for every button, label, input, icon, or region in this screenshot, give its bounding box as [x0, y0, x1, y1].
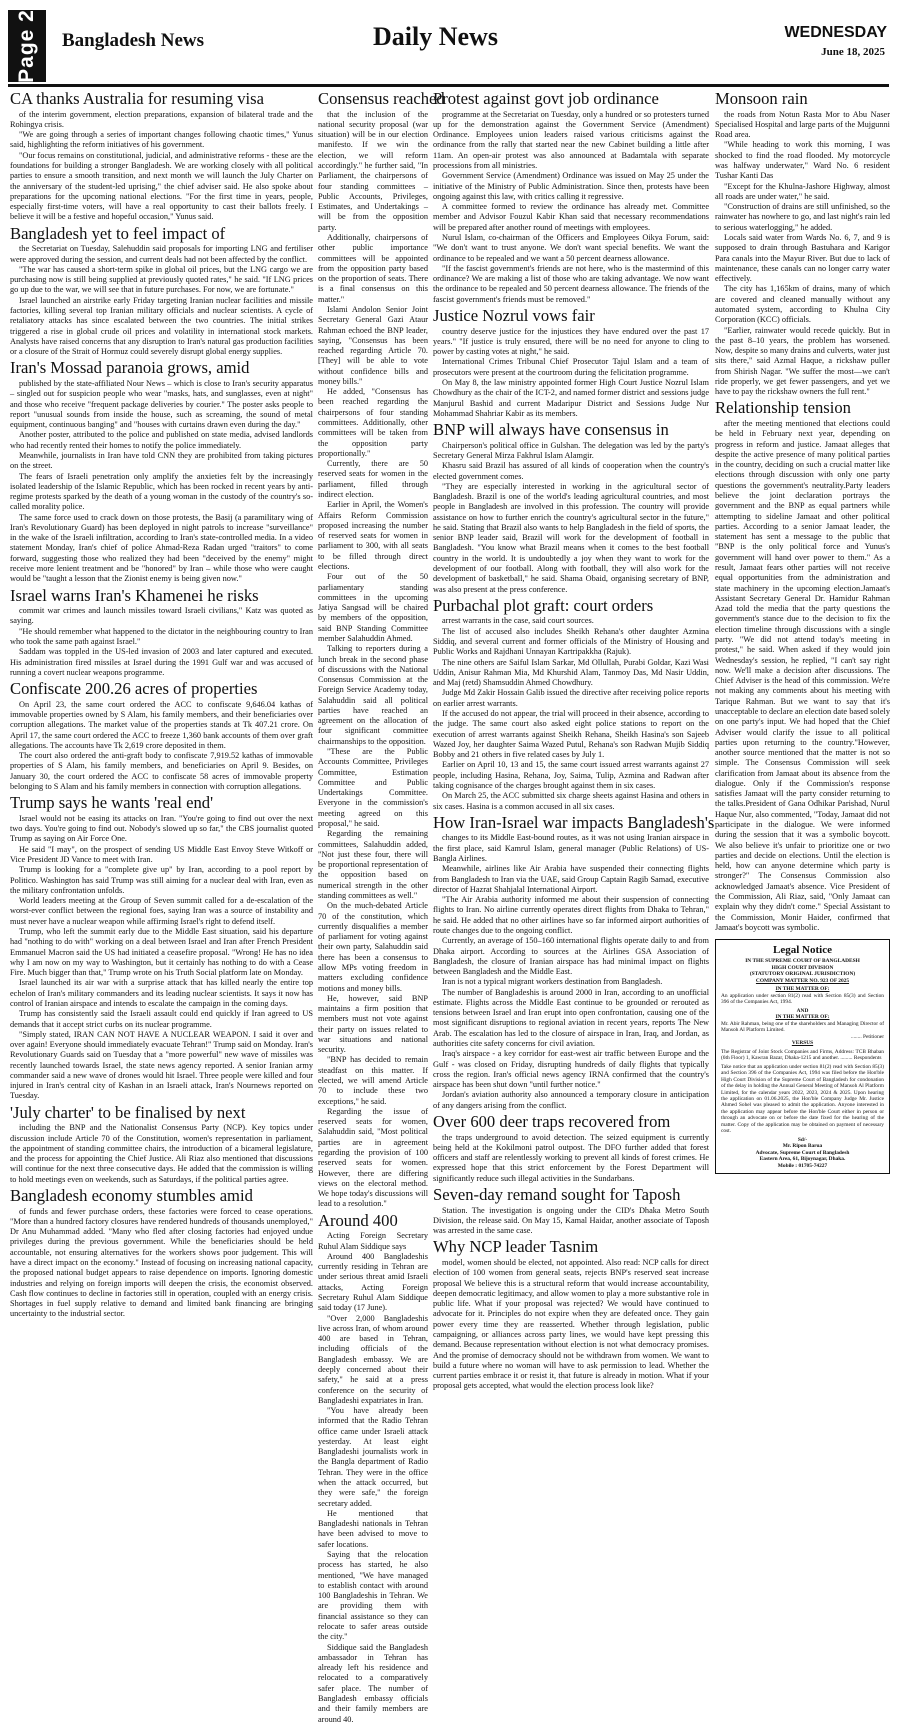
article [10, 681, 313, 792]
article-headline: 'July charter' to be finalised by next [10, 1102, 246, 1122]
article-paragraph: On March 25, the ACC submitted six charge sheets against Hasina and others in six cases. Hasina is a common accused in all six cases. [433, 791, 709, 811]
advocate-address: Eastern Area, 61, Bijoynagar, Dhaka. [759, 1156, 846, 1163]
page-label: Page 2 [15, 9, 38, 83]
article-paragraph: Saying that the relocation process has started, he also mentioned, "We have managed to establish contact with around 100 Bangladeshis in Tehran. We are providing them with financial assistance so they can relocate to safer areas outside the city." [318, 1550, 428, 1642]
article-paragraph: Regarding the remaining committees, Salahuddin added, "Not just these four, there will be proportional representation of the opposition based on numerical strength in the other standing committees as well." [318, 829, 428, 900]
article-paragraph: Earlier in April, the Women's Affairs Reform Commission proposed increasing the number of reserved seats for women in parliament to 300, with all seats to be filled through direct elections. [318, 500, 428, 571]
article-paragraph: Another poster, attributed to the police and published on state media, advised landlords who had recently rented their homes to notify the police immediately. [10, 430, 313, 450]
article-paragraph: Four out of the 50 parliamentary standing committees in the upcoming Jatiya Sangsad will be chaired by members of the opposition, said BNP Standing Committee member Salahuddin Ahmed. [318, 572, 428, 643]
article-paragraph: The same force used to crack down on those protests, the Basij (a paramilitary wing of Iran's Revolutionary Guard) has been deployed in night patrols to increase "surveillance" in the wake of the Israeli infiltration, according to Iran's state-controlled media. In a video statement Monday, Iran's chief of police Ahmad-Reza Radan urged "traitors" to come forward, suggesting those who realized they had been "deceived by the enemy" might receive more lenient treatment and be "honored" by Iran – while those who were caught would be "taught a lesson that the Zionist enemy is being given now." [10, 512, 313, 584]
article-paragraph: "He should remember what happened to the dictator in the neighbouring country to Iran who took the same path against Israel." [10, 626, 313, 647]
article-paragraph: He mentioned that Bangladeshi nationals in Tehran have been advised to move to safer locations. [318, 1508, 428, 1549]
article-paragraph: The city has 1,165km of drains, many of which are covered and cleaned manually without any automated system, according to Khulna City Corporation (KCC) officials. [715, 284, 890, 325]
article-headline: Justice Nozrul vows fair [433, 305, 595, 325]
article [318, 1210, 428, 1725]
article-paragraph: Judge Md Zakir Hossain Galib issued the directive after receiving police reports on earlier arrest warrants. [433, 688, 709, 708]
article-headline: CA thanks Australia for resuming visa [10, 89, 264, 108]
column-3 [433, 88, 715, 1391]
article-paragraph: "Construction of drains are still unfinished, so the rainwater has nowhere to go, and last night's rain led to serious waterlogging," he added. [715, 202, 890, 232]
respondent-text: The Registrar of Joint Stock Companies and Firms, Address: TCB Bhaban (6th Floor) 1, Kawran Bazar, Dhaka-1215 and another. ......... Respondents [721, 1048, 884, 1062]
article-paragraph: Islami Andolon Senior Joint Secretary General Gazi Ataur Rahman echoed the BNP leader, saying, "Consensus has been reached regarding Article 70. [They] will be able to vote without confidence bills and money bills." [318, 304, 428, 386]
court-division: HIGH COURT DIVISION [771, 964, 834, 971]
article-paragraph: Jordan's aviation authority also announced a temporary closure in anticipation of any dangers arising from the conflict. [433, 1090, 709, 1110]
article-paragraph: The list of accused also includes Sheikh Rehana's other daughter Azmina Siddiq, and several current and former officials of the Ministry of Housing and Public Works and Rajdhani Unnayan Kartripakkha (Rajuk). [433, 626, 709, 657]
court-jurisdiction: (STATUTORY ORIGINAL JURISDICTION) [749, 971, 856, 978]
article-paragraph: He said "I may", on the prospect of sending US Middle East Envoy Steve Witkoff or Vice President JD Vance to meet with Iran. [10, 844, 313, 864]
article-paragraph: Israel launched its air war with a surprise attack that has killed nearly the entire top echelon of Iran's military commanders and its leading nuclear scientists. It says it now has control of Iranian airspace and intends to escalate the campaign in the coming days. [10, 978, 313, 1008]
petitioner-label: ........ Petitioner [850, 1033, 884, 1040]
article-paragraph: The fears of Israeli penetration only amplify the anxieties felt by the increasingly isolated leadership of the Islamic Republic, which has been rocked in recent years by anti-regime protests sparked by the death of a young woman in the custody of the country's so-called morality police. [10, 471, 313, 512]
article-paragraph: Saddam was toppled in the US-led invasion of 2003 and later captured and executed. His administration fired missiles at Israel during the 1991 Gulf war and was accused of running a covert nuclear weapons programme. [10, 647, 313, 677]
article [10, 360, 313, 584]
article [433, 1187, 709, 1236]
article-paragraph: Currently, there are 50 reserved seats for women in the parliament, filled through indirect election. [318, 459, 428, 499]
article-paragraph: "If the fascist government's friends are not here, who is the mastermind of this ordinance? We are making a list of those who are taking advantage. We now want the ordinance to be repealed and 50 percent dearness allowance. The friends of the fascist government's friends must be removed." [433, 263, 709, 304]
article-paragraph: "They are especially interested in working in the agricultural sector of Bangladesh. Brazil is one of the world's leading agricultural countries, and most people in Bangladesh are involved in this profession. The country will provide assistance on how to further enrich the country's agricultural sector in the future," he said. Stating that Brazil also wants to help Bangladesh in the field of sports, the senior BNP leader said, Brazil will work for the development of football in Bangladesh. "You know what Brazil means when it comes to the best football country in the world. It is undoubtedly a joy when they want to work for the development of our football. Along with football, they will also work for the development of basketball," he said. Shama Obaid, organising secretary of BNP, was also present at the press conference. [433, 481, 709, 594]
article [433, 91, 709, 305]
section-title: Daily News [373, 22, 498, 51]
article-paragraph: that the inclusion of the national security proposal (war situation) will be in our election manifesto. If we win the election, we will reform accordingly." he further said, "In Parliament, the chairpersons of four standing committees – Public Accounts, Privileges, Estimates, and Undertakings – will be from the opposition party. [318, 109, 428, 232]
article-paragraph: "You have already been informed that the Radio Tehran office came under Israeli attack yesterday. At least eight Bangladeshi journalists work in the Bangla department of Radio Tehran. They were in the office when the attack occurred, but they were safe," the foreign secretary added. [318, 1406, 428, 1508]
article-paragraph: Nurul Islam, co-chairman of the Officers and Employees Oikya Forum, said: "We don't want to trust anyone. We don't want special benefits. We want the ordinance to be repealed and we want a 50 percent dearness allowance. [433, 232, 709, 263]
article-paragraph: Acting Foreign Secretary Ruhul Alam Siddique says [318, 1231, 428, 1251]
article-headline: Over 600 deer traps recovered from [433, 1112, 671, 1131]
article [433, 812, 715, 1111]
article-paragraph: Talking to reporters during a lunch break in the second phase of discussions with the National Consensus Commission at the Foreign Service Academy today, Salahuddin said all political parties have reached an agreement on the allocation of four significant committee chairmanships to the opposition. [318, 644, 428, 746]
article-paragraph: programme at the Secretariat on Tuesday, only a hundred or so protesters turned up for the demonstration against the Government Service (Amendment) Ordinance. Employees union leaders raised various criticisms against the ordinance from the rally that started near the new Cabinet building a little after 11am. An open-air protest was also announced at Badamtala with separate processions from all ministries. [433, 109, 709, 170]
article-headline: Trump says he wants 'real end' [10, 793, 214, 813]
article-paragraph: Trump, who left the summit early due to the Middle East situation, said his departure had "nothing to do with" working on a deal between Israel and Iran after French President Emmanuel Macron said the US had initiated a ceasefire proposal. "Wrong! He has no idea why I am now on my way to Washington, but it certainly has nothing to do with a Cease Fire. Much bigger than that," Trump wrote on his Truth Social platform late on Monday. [10, 926, 313, 978]
and-label: AND [796, 1007, 809, 1014]
issue-date: June 18, 2025 [821, 46, 885, 58]
article [10, 91, 313, 223]
article [433, 1114, 709, 1184]
article-paragraph: of funds and fewer purchase orders, these factories were forced to cease operations. "More than a hundred factory closures have rendered hundreds of thousands unemployed," Dr Anu Muhammad added. "Many who fled after closing factories had enjoyed undue privileges during the previous government. While the beneficiaries should be held accountable, not ensuring alternatives for the workers shows poor judgement. This will have a direct impact on the economy." Instead of focusing on increasing national capacity, the proposed national budget appears to raise dependence on imports. Ignoring domestic industries and relying on foreign imports will deepen the crisis, the economist observed. Cash flow continues to decline in factories still in operation, coupled with an energy crisis. Shortages in fuel supply relative to demand and limited bank financing are bringing uncertainty to the industrial sector. [10, 1206, 313, 1319]
article-paragraph: Iran is not a typical migrant workers destination from Bangladesh. [442, 977, 663, 987]
article-paragraph: Israel would not be easing its attacks on Iran. "You're going to find out over the next two days. You're going to find out. Nobody's slowed up so far," the CBS journalist quoted Trump as saying on Air Force One. [10, 813, 313, 844]
legal-notice-title: Legal Notice [773, 944, 832, 957]
article [433, 1239, 709, 1391]
article-paragraph: including the BNP and the Nationalist Consensus Party (NCP). Key topics under discussion include Article 70 of the Constitution, women's representation in parliament, the appointment of standing committee chairs, the introduction of a bicameral legislature, and the process for appointing the Chief Justice. Ali Riaz also mentioned that discussions will continue for the next three consecutive days. He added that the commission is willing to hold meetings even on weekends, such as Saturdays, if the political parties agree. [10, 1123, 313, 1184]
column-4-articles [715, 91, 890, 933]
article-paragraph: On May 8, the law ministry appointed former High Court Justice Nozrul Islam Chowdhury as the chair of the ICT-2, and named former district and sessions judge Manjurul Bashid and current Madaripur District and Sessions Judge Nur Mohammad Shahriar Kabir as its members. [433, 377, 709, 418]
article [715, 91, 890, 397]
article-paragraph: Locals said water from Wards No. 6, 7, and 9 is supposed to drain through Bastuhara and Karigor Para canals into the Mayur River. But due to lack of maintenance, these canals can no longer carry water effectively. [715, 232, 890, 284]
article-paragraph: Chairperson's political office in Gulshan. The delegation was led by the party's Secretary General Mirza Fakhrul Islam Alamgir. [433, 440, 709, 460]
article-headline: Protest against govt job ordinance [433, 89, 659, 108]
article-paragraph: World leaders meeting at the Group of Seven summit called for a de-escalation of the worst-ever conflict between the regional foes, saying Iran was a source of instability and must never have a nuclear weapon while affirming Israel's right to defend itself. [10, 896, 313, 926]
article-paragraph: Iraq's airspace - a key corridor for east-west air traffic between Europe and the Gulf - was closed on Friday, disrupting hundreds of daily flights that typically cross the region. Iran's official news agency IRNA confirmed that the country's airspace has been shut down "until further notice." [433, 1049, 709, 1090]
article-headline: BNP will always have consensus in [433, 420, 669, 440]
article-paragraph: "While heading to work this morning, I was shocked to find the road flooded. My motorcycle was halfway underwater," Ward No. 6 resident Tushar Kanti Das [715, 140, 890, 181]
article-headline: Seven-day remand sought for Taposh [433, 1185, 681, 1204]
article-paragraph: changes to its Middle East-bound routes, as it was not using Iranian airspace in the first place, said Kamrul Islam, general manager (Public Relations) of US-Bangla Airlines. [433, 833, 709, 863]
in-matter-heading-2: IN THE MATTER OF: [775, 1014, 830, 1021]
article-paragraph: "These are the Public Accounts Committee, Privileges Committee, Estimation Committee and Public Undertakings Committee. Everyone in the commission's meeting agreed on this proposal," he said. [318, 747, 428, 828]
article-paragraph: The court also ordered the anti-graft body to confiscate 7,919.52 kathas of immovable properties of S Alam, his family members, and beneficiaries on April 9. Besides, on January 30, the court ordered the ACC to confiscate 58 acres of immovable property belonging to S Alam and his family members in connection with corruption allegations. [10, 751, 313, 791]
petitioner-text: Mr. Abir Rahman, being one of the shareholders and Managing Director of Mansoh Al Platform Limited. [721, 1020, 884, 1034]
article-paragraph: A committee formed to review the ordinance has already met. Committee member and Advisor Fouzul Kabir Khan said that necessary recommendations will be prepared after another round of meetings with employees. [433, 202, 709, 232]
article-paragraph: "Simply stated, IRAN CAN NOT HAVE A NUCLEAR WEAPON. I said it over and over again! Everyone should immediately evacuate Tehran!" Trump said on Monday. Iran's Revolutionary Guards said on Tuesday that a "more powerful" new wave of missiles was recently launched towards Israel, the state news agency reported. A senior Iranian army commander said a new wave of drones would hit Israel. Three people were killed and four injured in Iran's central city of Kashan in an Israeli attack, Iran's Nournews reported on Tuesday. [10, 1029, 313, 1101]
article-headline: Consensus reached [318, 89, 445, 108]
legal-notice [715, 939, 890, 1174]
application-text: An application under section 81(2) read with Section 85(3) and Section 396 of the Companies Act, 1994. [721, 992, 884, 1006]
article-paragraph: "BNP has decided to remain steadfast on this matter. If elected, we will amend Article 70 to include these two exceptions," he said. [318, 1055, 428, 1106]
article-headline: Israel warns Iran's Khamenei he risks [10, 585, 259, 605]
article-paragraph: published by the state-affiliated Nour News – which is close to Iran's security apparatus – singled out for suspicion people who wear "masks, hats, and sunglasses, even at night" and those who receive "frequent package deliveries by courier." The poster asks people to report "unusual sounds from inside the house, such as screaming, the sound of metal equipment, continuous banging" and "houses with curtains drawn even during the day." [10, 378, 313, 430]
article-paragraph: the roads from Notun Rasta Mor to Abu Naser Specialised Hospital and large parts of the Mujgunni Road area. [715, 109, 890, 140]
article-paragraph: after the meeting mentioned that elections could be held in February next year, depending on progress in reform and justice. Jamaat alleges that despite the active presence of many political parties in the country, deciding on such a crucial matter like elections through discussion with only one party questions the government's neutrality.Party leaders believe the joint declaration portrays the government and the BNP as equal partners while attempting to sideline Jamaat and other political parties. According to a senior Jamaat leader, the statement has sent a message to the public that "BNP is the only political force and Yunus's government will hand over power to them." As a result, Jamaat fears other parties will not receive equal opportunities from the administration and state machinery in the upcoming election.Jamaat's Assistant Secretary General Dr. Hamidur Rahman Azad told the media that the party questions the government's stance due to the decision to fix the election timeline through discussions with a single party. "We did not attend today's meeting in protest," he said. When asked if they would join Wednesday's session, he replied, "I can't say right now. We'll make a decision after discussions. The Chief Adviser is the head of this commission. We're not making any comments about his meeting with Tarique Rahman. But we want to say that it's unacceptable to declare an election date based solely on one party's input. We had hoped that the Chief Adviser would clarify the issue to all political parties upon returning to the country."However, another source mentioned that the matter is not so simple. The Consensus Commission will seek clarification from Jamaat about its absence from the dialogue. Only if the Commission's response satisfies Jamaat will the party consider returning to the talks.President of Gana Odhikar Parishad, Nurul Haque Nur, also commented, "Today, Jamaat did not participate in the dialogue. We were informed during the session that it was a symbolic boycott. We also believe it's unfair to prioritize one or two parties and decide on elections. Until the election is held, how can anyone determine which party is stronger?" The Consensus Commission also acknowledged Jamaat's absence. Vice President of the Commission, Ali Riaz, said, "Only Jamaat can explain why they didn't come." Special Assistant to the Commission, Monir Haider, confirmed that Jamaat's boycott was symbolic. [715, 419, 890, 932]
article-paragraph: Israel launched an airstrike early Friday targeting Iranian nuclear facilities and missile factories, killing several top Iranian military officials and nuclear scientists. A cycle of retaliatory attacks has since escalated between the two countries. The initial strikes triggered a rise in global crude oil prices and volatility in international stock markets. Analysts have raised concerns that any disruption to Iran's natural gas production facilities or a closure of the Strait of Hormuz could severely disrupt global energy supplies. [10, 295, 313, 357]
article-paragraph: of the interim government, election preparations, expansion of bilateral trade and the Rohingya crisis. [10, 109, 313, 129]
article-paragraph: "Earlier, rainwater would recede quickly. But in the past 8–10 years, the problem has worsened. Now, despite so many drains and culverts, water just sits there," said Azmal Haque, a rickshaw puller from Shirish Nagar. "We suffer the most—we can't ride properly, we get fewer passengers, and yet we have to pay the rickshaw owners the full rent." [715, 325, 890, 397]
article-paragraph: model, women should be elected, not appointed. Also read: NCP calls for direct election of 100 women from general seats, rejects BNP's reserved seat increase proposal We believe this is a structural reform that would increase accountability, deepen democratic legitimacy, and allow women to play a more substantive role in public life. What if your proposal was rejected? We would have continued to advocate for it. Principles do not expire when they are defeated once. They gain power every time they are reasserted. Whether through legislation, public campaigning, or alliances across party lines, we would have kept pressing this demand. Because representation without election is not what democracy promises. And the promise of democracy should not be withdrawn from women. We want to build a future where no woman will have to ask permission to lead. Whether the current parties embrace it or resist it, that future is already in motion. What if your proposal gets accepted, what would the election process look like? [433, 1258, 709, 1391]
article-paragraph: Earlier on April 10, 13 and 15, the same court issued arrest warrants against 27 people, including Hasina, Rehana, Joy, Saima, Tulip, Azmina and Radwan after taking cognisance of the charges brought against them in six cases. [433, 760, 709, 790]
article-headline: Relationship tension [715, 398, 851, 418]
article-paragraph: "We are going through a series of important changes following chaotic times," Yunus said, highlighting the reform initiatives of his government. [10, 130, 313, 150]
column-2 [318, 88, 445, 1724]
article-paragraph: On April 23, the same court ordered the ACC to confiscate 9,646.04 kathas of immovable properties owned by S Alam, his family members, and their beneficiaries over corruption allegations. The market value of the properties stands at Tk 407.21 crore. On April 17, the same court ordered the ACC to freeze 1,360 bank accounts of them over graft allegations. The accounts have Tk 2,619 crore deposited in them. [10, 699, 313, 750]
versus-label: VERSUS [791, 1040, 814, 1047]
article-paragraph: commit war crimes and launch missiles toward Israeli civilians," Katz was quoted as saying. [10, 606, 313, 626]
masthead [8, 8, 889, 84]
article-paragraph: Station. The investigation is ongoing under the CID's Dhaka Metro South Division, the release said. On May 15, Kamal Haidar, another associate of Taposh was arrested in the same case. [433, 1205, 709, 1236]
article [10, 795, 313, 1101]
article-paragraph: Trump has consistently said the Israeli assault could end quickly if Iran agreed to US demands that it accept strict curbs on its nuclear programme. [10, 1009, 313, 1029]
article-paragraph: country deserve justice for the injustices they have endured over the past 17 years." "If justice is truly ensured, there will be no need for anyone to cling to power by casting votes at night," he said. [433, 326, 709, 357]
brand-name: Bangladesh News [62, 30, 204, 51]
article-paragraph: Siddique said the Bangladesh ambassador in Tehran has already left his residence and relocated to a comparatively safer place. The number of Bangladesh embassy officials and their family members are around 40. [318, 1642, 428, 1724]
page-number-tab [8, 10, 46, 82]
article-paragraph: Meanwhile, journalists in Iran have told CNN they are prohibited from taking pictures on the street. [10, 450, 313, 471]
article-paragraph: Regarding the issue of reserved seats for women, Salahuddin said, "Most political parties are in agreement regarding the provision of 100 reserved seats for women. However, there are differing views on the electoral method. We hope today's discussions will lead to a resolution." [318, 1106, 428, 1209]
column-4 [715, 88, 890, 1328]
article-headline: Around 400 [318, 1210, 398, 1230]
article [10, 585, 313, 679]
article-paragraph: He added, "Consensus has been reached regarding the chairpersons of four standing committees. Additionally, other committees will be taken from the opposition party proportionally." [318, 387, 428, 458]
article-paragraph: the Secretariat on Tuesday, Salehuddin said proposals for importing LNG and fertiliser were approved during the session, and current deals had not been affected by the conflict. [10, 244, 313, 264]
article-paragraph: arrest warrants in the case, said court sources. [442, 616, 594, 626]
article-paragraph: "Over 2,000 Bangladeshis live across Iran, of whom around 400 are based in Tehran, including officials of the Bangladesh embassy. We are deeply concerned about their safety," he said at a press conference on the security of Bangladeshi expatriates in Iran. [318, 1313, 428, 1405]
article [10, 223, 313, 358]
court-name: IN THE SUPREME COURT OF BANGLADESH [745, 958, 860, 965]
article-paragraph: On the much-debated Article 70 of the constitution, which currently disqualifies a member of parliament for voting against their own party, Salahuddin said there has been a consensus to allow MPs voting freedom in matters excluding confidence motions and money bills. [318, 901, 428, 993]
article-paragraph: Additionally, chairpersons of other public importance committees will be appointed from the opposition party based on the proportion of seats. There is a final consensus on this matter." [318, 232, 428, 304]
article [433, 305, 709, 419]
article-paragraph: "Except for the Khulna-Jashore Highway, almost all roads are under water," he said. [715, 181, 890, 201]
article-paragraph: Around 400 Bangladeshis currently residing in Tehran are under serious threat amid Israeli attacks, Acting Foreign Secretary Ruhul Alam Siddique said today (17 June). [318, 1251, 428, 1313]
article-paragraph: Meanwhile, airlines like Air Arabia have suspended their connecting flights from Bangladesh to Iran via the UAE, said Group Captain Ragib Samad, executive director of Hazrat Shahjalal International Airport. [433, 864, 709, 894]
article-headline: How Iran-Israel war impacts Bangladesh's [433, 812, 715, 832]
article-headline: Confiscate 200.26 acres of properties [10, 679, 258, 699]
article-headline: Purbachal plot graft: court orders [433, 595, 654, 615]
article-paragraph: Trump is looking for a "complete give up" by Iran, according to a pool report by Politico. Washington has said Trump was still aiming for a nuclear deal with Iran, even as the military confrontation unfolds. [10, 865, 313, 895]
advocate-title: Advocate, Supreme Court of Bangladesh [755, 1149, 850, 1156]
article-paragraph: The number of Bangladeshis is around 2000 in Iran, according to an unofficial estimate. Flights across the Middle East continue to be grounded or rerouted as tensions between Israel and Iran erupt into open confrontation, causing one of the most significant disruptions to regional aviation in recent years, reports The New Arab. The escalation has led to the closure of airspace in Iran, Iraq, and Jordan, as authorities cite safety concerns for civil aviation. [433, 987, 709, 1049]
article-paragraph: Khasru said Brazil has assured of all kinds of cooperation when the country's elected government comes. [433, 461, 709, 481]
article-headline: Monsoon rain [715, 89, 808, 108]
article-headline: Iran's Mossad paranoia grows, amid [10, 358, 250, 378]
article-paragraph: International Crimes Tribunal Chief Prosecutor Tajul Islam and a team of prosecutors were present at the courtroom during the felicitation programme. [433, 357, 709, 377]
article-headline: Bangladesh yet to feel impact of [10, 223, 226, 243]
article [318, 89, 445, 1210]
masthead-rule [8, 84, 889, 87]
article [433, 422, 709, 595]
article [433, 595, 709, 812]
column-1 [10, 88, 313, 1328]
article-paragraph: The nine others are Saiful Islam Sarkar, Md Ollullah, Purabi Goldar, Kazi Wasi Uddin, Anisur Rahman Mia, Md Khurshid Alam, Tanmoy Das, Md Nasir Uddin, and Maj (retd) Shamsuddin Ahmed Chowdhury. [433, 657, 709, 688]
article-headline: Why NCP leader Tasnim [433, 1237, 599, 1257]
article-paragraph: Government Service (Amendment) Ordinance was issued on May 25 under the initiative of the Ministry of Public Administration. Since then, protests have been ongoing against this law, with critics calling it regressive. [433, 171, 709, 201]
article-paragraph: Currently, an average of 150–160 international flights operate daily to and from Dhaka airport. According to sources at the Airlines GSA Association of Bangladesh, the closure of Iranian airspace has had minimal impact on flights between Bangladesh and the Middle East. [433, 936, 709, 977]
article-paragraph: "The war has caused a short-term spike in global oil prices, but the LNG cargo we are purchasing now is still being supplied at previously quoted rates," he said. "If LNG prices go up due to the war, we will see that in future purchases. For now, we are fortunate." [10, 264, 313, 295]
advocate-mobile: Mobile : 01705-74227 [777, 1162, 828, 1169]
article-paragraph: "The Air Arabia authority informed me about their suspension of connecting flights to Iran. No airline currently operates direct flights from Dhaka to Tehran," he said. He added that no other airlines have so far informed airport authorities of route changes due to the ongoing conflict. [433, 895, 709, 935]
article [10, 1188, 313, 1320]
article [10, 1102, 313, 1185]
article-paragraph: If the accused do not appear, the trial will proceed in their absence, according to the judge. The same court also asked eight police stations to report on the execution of arrest warrants against Sheikh Rehana, Sheikh Hasina's son Sajeeb Wazed Joy, her daughter Saima Wazed Putul, Rehana's son Radwan Mujib Siddiq Bobby and 21 others in five related cases by July 1. [433, 709, 709, 760]
article [715, 400, 890, 933]
in-matter-heading-1: IN THE MATTER OF: [775, 986, 830, 993]
article-paragraph: "Our focus remains on constitutional, judicial, and administrative reforms - these are the foundations for building a stronger Bangladesh. We are working closely with all political parties to ensure a smooth transition, and next month we will launch the July Charter on the anniversary of the student-led uprising," the chief adviser said. He also spoke about preparations for the upcoming national elections. "For the first time in years, people, especially first-time voters, will have a real opportunity to cast their ballots freely. I believe it will be a festive and hopeful occasion," Yunus said. [10, 150, 313, 222]
article-paragraph: the traps underground to avoid detection. The seized equipment is currently being held at the Kokilmoni patrol outpost. The DFO further added that forest officers and staff are relentlessly working to prevent all kinds of forest crimes. He expressed hope that this strict enforcement by the Forest Department will significantly reduce such illegal activities in the Sundarbans. [433, 1132, 709, 1183]
article-headline: Bangladesh economy stumbles amid [10, 1186, 253, 1206]
notice-body: Take notice that an application under section 81(2) read with Section 85(3) and Section 396 of the Companies Act, 1994 was filed before the Hon'ble High Court Division of the Supreme Court of Bangladesh for condonation of the delay in holding the Annual General Meeting of Mansoh Al Platform Limited, for the calendar years 2022, 2023, 2024 & 2025. Upon hearing the application on 01.06.2025, the Hon'ble Company Judge Mr. Justice Ahmed Sohel was pleased to admit the application. Anyone interested in the application may appear before the Hon'ble Court either in person or through an advocate on or before the date fixed for the hearing of the matter. Copy of the application may be obtained on payment of necessary cost. [721, 1063, 884, 1135]
advocate-name: Mr. Ripon Barua [782, 1143, 823, 1150]
signature: Sd/- [797, 1136, 808, 1143]
matter-number: COMPANY MATTER NO. 923 OF 2025 [755, 977, 850, 984]
article-paragraph: He, however, said BNP maintains a firm position that members must not vote against their party on issues related to war situations and national security. [318, 993, 428, 1055]
issue-day: WEDNESDAY [784, 24, 887, 41]
